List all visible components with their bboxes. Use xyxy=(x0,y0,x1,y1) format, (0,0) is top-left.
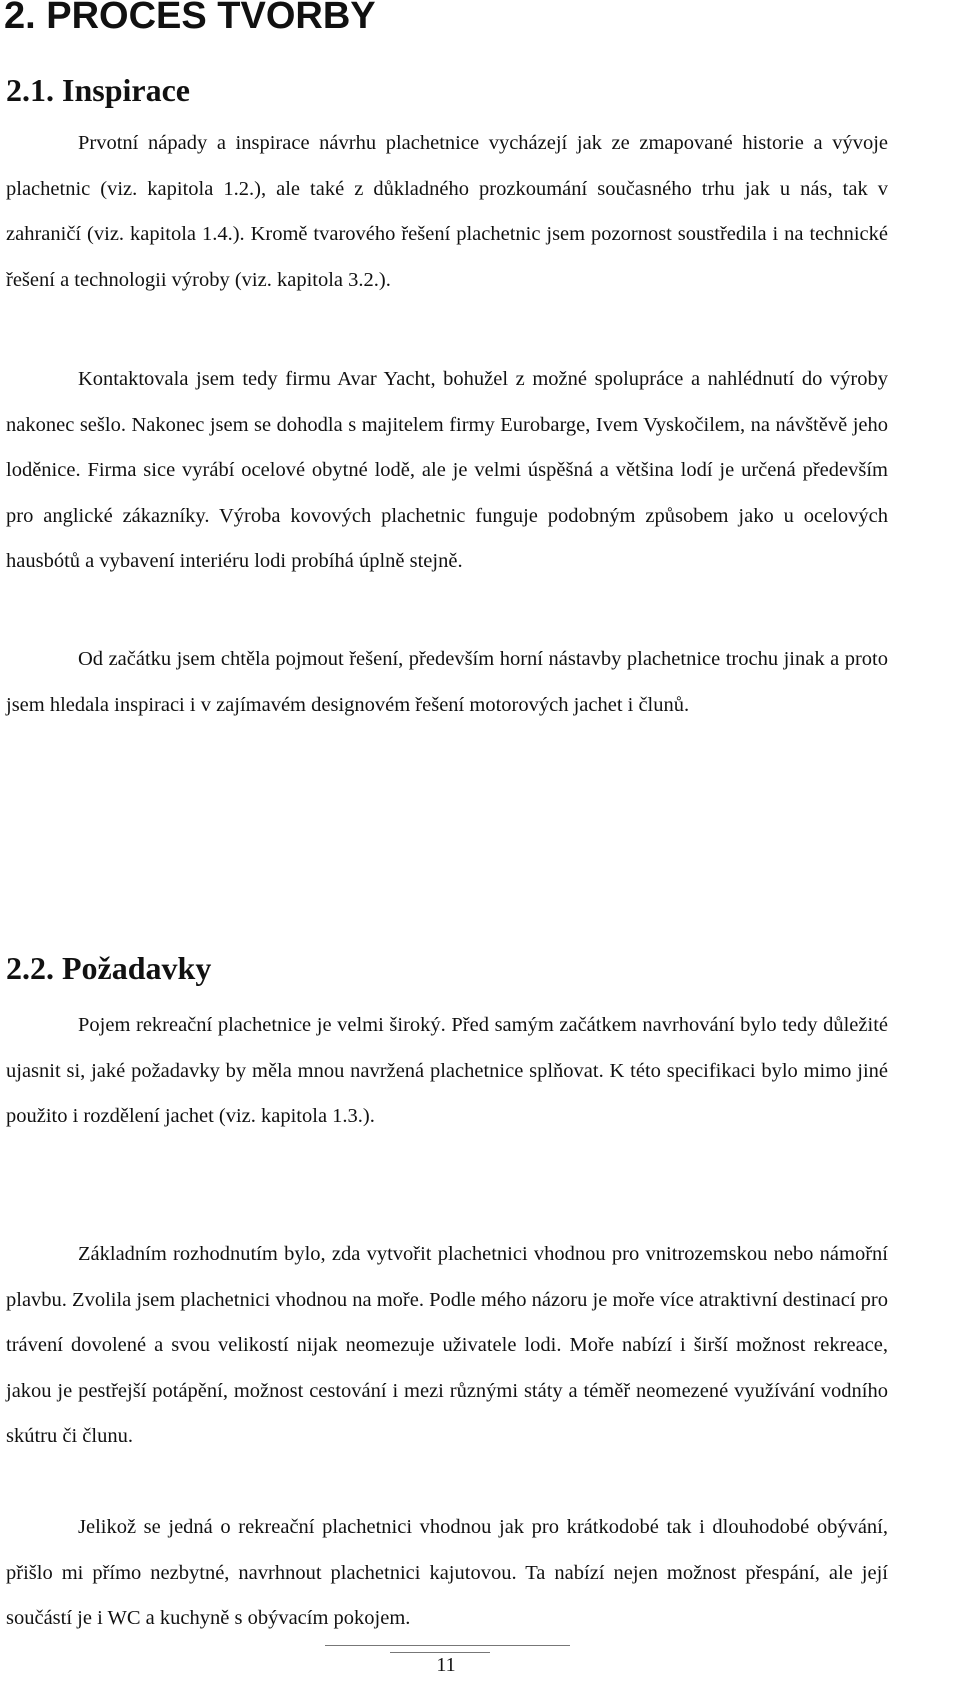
page-number: 11 xyxy=(436,1654,456,1676)
paragraph xyxy=(6,1232,888,1460)
footer-divider xyxy=(325,1645,570,1646)
paragraph xyxy=(6,1003,888,1140)
paragraph xyxy=(6,357,888,585)
paragraph xyxy=(6,1505,888,1642)
chapter-heading: 2. PROCES TVORBY xyxy=(4,0,376,37)
section-heading-pozadavky: 2.2. Požadavky xyxy=(6,950,212,986)
paragraph-text: Jelikož se jedná o rekreační plachetnici vhodnou jak pro krátkodobé tak i dlouhodobé obývání, přišlo mi přímo nezbytné, navrhnout plachetnici kajutovou. Ta nabízí nejen možnost přespání, ale její součástí je i WC a kuchyně s obývacím pokojem. xyxy=(6,1516,888,1629)
paragraph-text: Prvotní nápady a inspirace návrhu plachetnice vycházejí jak ze zmapované historie a vývoje plachetnic (viz. kapitola 1.2.), ale také z důkladného prozkoumání současného trhu jak u nás, tak v zahraničí (viz. kapitola 1.4.). Kromě tvarového řešení plachetnic jsem pozornost soustředila i na technické řešení a technologii výroby (viz. kapitola 3.2.). xyxy=(6,132,888,291)
paragraph-text: Kontaktovala jsem tedy firmu Avar Yacht, bohužel z možné spolupráce a nahlédnutí do výroby nakonec sešlo. Nakonec jsem se dohodla s majitelem firmy Eurobarge, Ivem Vyskočilem, na návštěvě jeho loděnice. Firma sice vyrábí ocelové obytné lodě, ale je velmi úspěšná a většina lodí je určená především pro anglické zákazníky. Výroba kovových plachetnic funguje podobným způsobem jako u ocelových hausbótů a vybavení interiéru lodi probíhá úplně stejně. xyxy=(6,368,888,572)
paragraph xyxy=(6,121,888,303)
paragraph xyxy=(6,637,888,728)
section-heading-inspirace: 2.1. Inspirace xyxy=(6,72,190,108)
paragraph-text: Pojem rekreační plachetnice je velmi široký. Před samým začátkem navrhování bylo tedy důležité ujasnit si, jaké požadavky by měla mnou navržená plachetnice splňovat. K této specifikaci bylo mimo jiné použito i rozdělení jachet (viz. kapitola 1.3.). xyxy=(6,1014,888,1127)
paragraph-text: Od začátku jsem chtěla pojmout řešení, především horní nástavby plachetnice trochu jinak a proto jsem hledala inspiraci i v zajímavém designovém řešení motorových jachet i člunů. xyxy=(6,648,888,716)
paragraph-text: Základním rozhodnutím bylo, zda vytvořit plachetnici vhodnou pro vnitrozemskou nebo námořní plavbu. Zvolila jsem plachetnici vhodnou na moře. Podle mého názoru je moře více atraktivní destinací pro trávení dovolené a svou velikostí nijak neomezuje uživatele lodi. Moře nabízí i širší možnost rekreace, jakou je pestřejší potápění, možnost cestování i mezi různými státy a téměř neomezené využívání vodního skútru či člunu. xyxy=(6,1243,888,1447)
